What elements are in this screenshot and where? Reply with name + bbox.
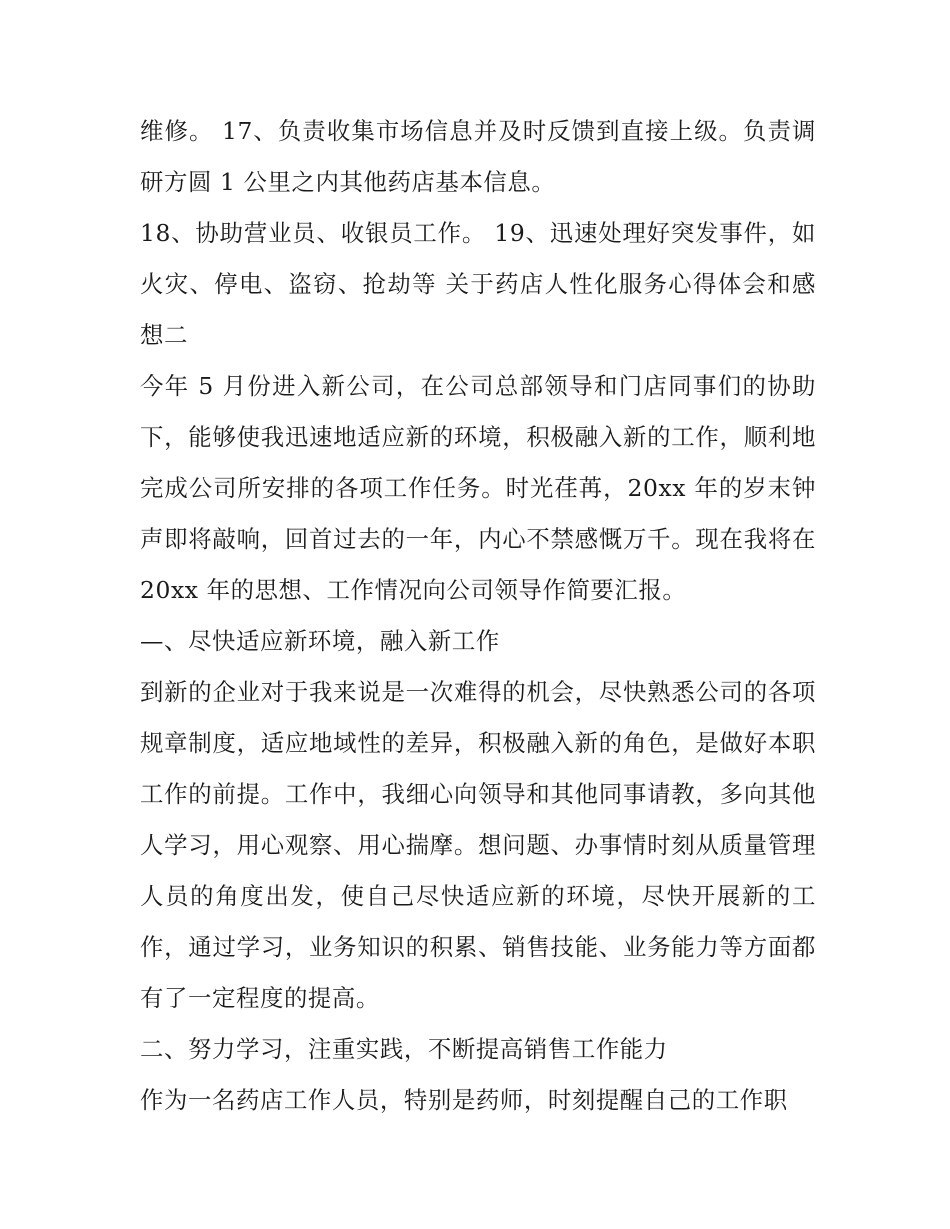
paragraph-duties-16-17: 维修。 17、负责收集市场信息并及时反馈到直接上级。负责调研方圆 1 公里之内其他药店基本信息。 bbox=[140, 117, 816, 196]
section-heading-1: —、尽快适应新环境，融入新工作 bbox=[140, 627, 500, 655]
paragraph-intro: 今年 5 月份进入新公司，在公司总部领导和门店同事们的协助下，能够使我迅速地适应新的环境，积极融入新的工作，顺利地完成公司所安排的各项工作任务。时光荏苒，20xx 年的岁末钟声即将敲响，回首过去的一年，内心不禁感慨万千。现在我将在 20xx 年的思想、工作情况向公司领导作简要汇报。 bbox=[140, 372, 816, 604]
document-body bbox=[140, 106, 816, 1126]
paragraph-section-2: 作为一名药店工作人员，特别是药师，时刻提醒自己的工作职 bbox=[140, 1086, 788, 1114]
paragraph-duties-18-19: 18、协助营业员、收银员工作。 19、迅速处理好突发事件，如火灾、停电、盗窃、抢劫等 关于药店人性化服务心得体会和感想二 bbox=[140, 219, 816, 349]
section-heading-2: 二、努力学习，注重实践，不断提高销售工作能力 bbox=[140, 1035, 668, 1063]
paragraph-section-1: 到新的企业对于我来说是一次难得的机会，尽快熟悉公司的各项规章制度，适应地域性的差异，积极融入新的角色，是做好本职工作的前提。工作中，我细心向领导和其他同事请教，多向其他人学习，用心观察、用心揣摩。想问题、办事情时刻从质量管理人员的角度出发，使自己尽快适应新的环境，尽快开展新的工作，通过学习，业务知识的积累、销售技能、业务能力等方面都有了一定程度的提高。 bbox=[140, 678, 816, 1012]
